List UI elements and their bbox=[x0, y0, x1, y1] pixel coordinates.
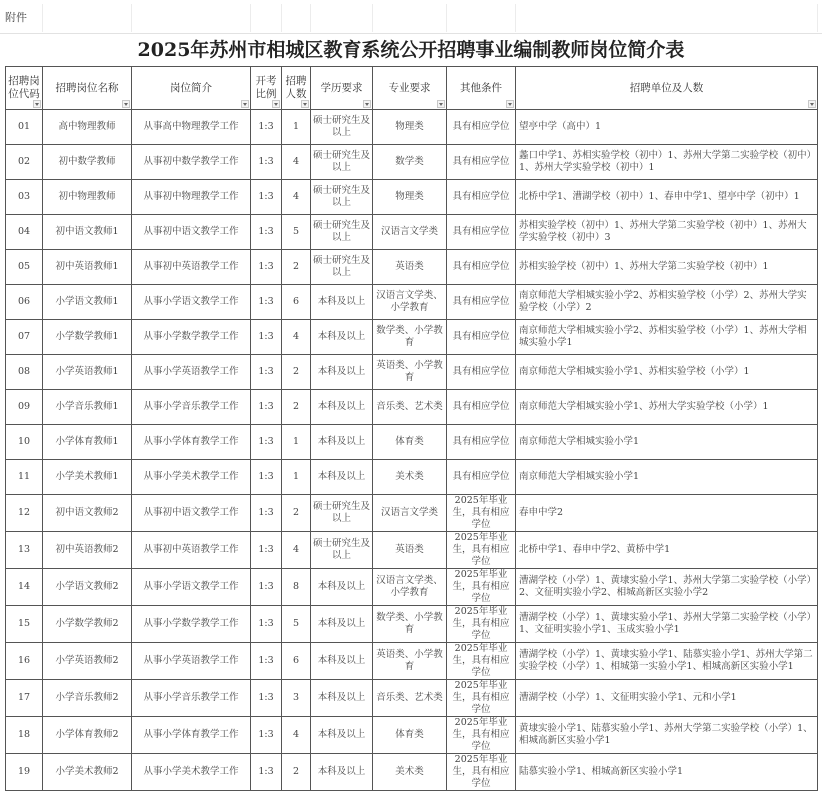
cell-name[interactable]: 小学语文教师1 bbox=[43, 285, 132, 320]
cell-name[interactable]: 小学英语教师1 bbox=[43, 355, 132, 390]
cell-education[interactable]: 本科及以上 bbox=[311, 569, 373, 606]
table-row bbox=[6, 355, 818, 390]
cell-education[interactable]: 本科及以上 bbox=[311, 285, 373, 320]
cell-count[interactable]: 3 bbox=[282, 680, 311, 717]
cell-divider bbox=[131, 4, 132, 32]
cell-other[interactable]: 具有相应学位 bbox=[447, 320, 516, 355]
cell-major[interactable]: 英语类、小学教育 bbox=[373, 643, 447, 680]
cell-intro[interactable]: 从事初中语文教学工作 bbox=[132, 495, 251, 532]
cell-major[interactable]: 数学类、小学教育 bbox=[373, 320, 447, 355]
column-header-label: 专业要求 bbox=[388, 81, 431, 94]
table-row bbox=[6, 250, 818, 285]
cell-name[interactable]: 小学音乐教师1 bbox=[43, 390, 132, 425]
cell-code[interactable]: 19 bbox=[6, 754, 43, 791]
cell-major[interactable]: 美术类 bbox=[373, 460, 447, 495]
cell-major[interactable]: 数学类 bbox=[373, 145, 447, 180]
cell-education[interactable]: 本科及以上 bbox=[311, 606, 373, 643]
cell-intro[interactable]: 从事小学美术教学工作 bbox=[132, 460, 251, 495]
cell-ratio[interactable]: 1:3 bbox=[251, 215, 282, 250]
cell-count[interactable]: 4 bbox=[282, 180, 311, 215]
cell-intro[interactable]: 从事小学语文教学工作 bbox=[132, 569, 251, 606]
cell-divider bbox=[250, 4, 251, 32]
cell-name[interactable]: 初中语文教师2 bbox=[43, 495, 132, 532]
cell-education[interactable]: 硕士研究生及以上 bbox=[311, 215, 373, 250]
cell-ratio[interactable]: 1:3 bbox=[251, 320, 282, 355]
cell-other[interactable]: 具有相应学位 bbox=[447, 145, 516, 180]
cell-name[interactable]: 小学语文教师2 bbox=[43, 569, 132, 606]
column-header-code[interactable] bbox=[6, 67, 43, 110]
cell-units[interactable]: 南京师范大学相城实验小学1 bbox=[516, 425, 818, 460]
table-row bbox=[6, 180, 818, 215]
cell-major[interactable]: 体育类 bbox=[373, 425, 447, 460]
cell-name[interactable]: 初中语文教师1 bbox=[43, 215, 132, 250]
cell-education[interactable]: 硕士研究生及以上 bbox=[311, 110, 373, 145]
cell-name[interactable]: 小学数学教师1 bbox=[43, 320, 132, 355]
cell-units[interactable]: 南京师范大学相城实验小学2、苏相实验学校（小学）2、苏州大学实验学校（小学）2 bbox=[516, 285, 818, 320]
cell-other[interactable]: 2025年毕业生，具有相应学位 bbox=[447, 606, 516, 643]
cell-count[interactable]: 6 bbox=[282, 643, 311, 680]
cell-intro[interactable]: 从事小学数学教学工作 bbox=[132, 320, 251, 355]
cell-count[interactable]: 5 bbox=[282, 215, 311, 250]
cell-name[interactable]: 初中物理教师 bbox=[43, 180, 132, 215]
cell-name[interactable]: 高中物理教师 bbox=[43, 110, 132, 145]
cell-other[interactable]: 2025年毕业生，具有相应学位 bbox=[447, 495, 516, 532]
cell-count[interactable]: 2 bbox=[282, 754, 311, 791]
cell-units[interactable]: 南京师范大学相城实验小学2、苏相实验学校（小学）1、苏州大学相城实验小学1 bbox=[516, 320, 818, 355]
cell-ratio[interactable]: 1:3 bbox=[251, 569, 282, 606]
cell-education[interactable]: 本科及以上 bbox=[311, 754, 373, 791]
column-header-count[interactable] bbox=[282, 67, 311, 110]
cell-intro[interactable]: 从事小学语文教学工作 bbox=[132, 285, 251, 320]
cell-other[interactable]: 具有相应学位 bbox=[447, 425, 516, 460]
cell-intro[interactable]: 从事初中英语教学工作 bbox=[132, 250, 251, 285]
cell-major[interactable]: 汉语言文学类 bbox=[373, 215, 447, 250]
cell-ratio[interactable]: 1:3 bbox=[251, 285, 282, 320]
positions-table bbox=[5, 66, 818, 791]
cell-other[interactable]: 2025年毕业生，具有相应学位 bbox=[447, 680, 516, 717]
column-header-label: 招聘人数 bbox=[285, 75, 307, 100]
cell-major[interactable]: 汉语言文学类、小学教育 bbox=[373, 569, 447, 606]
cell-code[interactable]: 09 bbox=[6, 390, 43, 425]
cell-units[interactable]: 南京师范大学相城实验小学1 bbox=[516, 460, 818, 495]
cell-intro[interactable]: 从事小学英语教学工作 bbox=[132, 643, 251, 680]
cell-ratio[interactable]: 1:3 bbox=[251, 606, 282, 643]
cell-units[interactable]: 望亭中学（高中）1 bbox=[516, 110, 818, 145]
filter-dropdown-icon[interactable] bbox=[301, 100, 309, 108]
cell-count[interactable]: 2 bbox=[282, 390, 311, 425]
cell-other[interactable]: 2025年毕业生，具有相应学位 bbox=[447, 643, 516, 680]
cell-count[interactable]: 1 bbox=[282, 425, 311, 460]
cell-other[interactable]: 具有相应学位 bbox=[447, 390, 516, 425]
cell-units[interactable]: 漕湖学校（小学）1、黄埭实验小学1、陆慕实验小学1、苏州大学第二实验学校（小学）1、相城第一实验小学1、相城高新区实验小学1 bbox=[516, 643, 818, 680]
cell-code[interactable]: 15 bbox=[6, 606, 43, 643]
cell-ratio[interactable]: 1:3 bbox=[251, 495, 282, 532]
cell-count[interactable]: 4 bbox=[282, 145, 311, 180]
cell-name[interactable]: 小学美术教师1 bbox=[43, 460, 132, 495]
cell-major[interactable]: 美术类 bbox=[373, 754, 447, 791]
column-header-units[interactable] bbox=[516, 67, 818, 110]
cell-code[interactable]: 13 bbox=[6, 532, 43, 569]
cell-education[interactable]: 本科及以上 bbox=[311, 717, 373, 754]
cell-count[interactable]: 1 bbox=[282, 460, 311, 495]
column-header-label: 学历要求 bbox=[320, 81, 363, 94]
cell-divider bbox=[515, 4, 516, 32]
cell-count[interactable]: 4 bbox=[282, 717, 311, 754]
attachment-row bbox=[0, 0, 822, 34]
cell-units[interactable]: 北桥中学1、春申中学2、黄桥中学1 bbox=[516, 532, 818, 569]
cell-units[interactable]: 蠡口中学1、苏相实验学校（初中）1、苏州大学第二实验学校（初中）1、苏州大学实验学校（初中）1 bbox=[516, 145, 818, 180]
table-row bbox=[6, 145, 818, 180]
cell-divider bbox=[42, 4, 43, 32]
cell-name[interactable]: 初中数学教师 bbox=[43, 145, 132, 180]
cell-major[interactable]: 数学类、小学教育 bbox=[373, 606, 447, 643]
column-header-other[interactable] bbox=[447, 67, 516, 110]
column-header-name[interactable] bbox=[43, 67, 132, 110]
column-header-label: 开考比例 bbox=[255, 75, 277, 100]
cell-major[interactable]: 英语类 bbox=[373, 532, 447, 569]
column-header-label: 招聘单位及人数 bbox=[629, 81, 704, 94]
cell-intro[interactable]: 从事初中数学教学工作 bbox=[132, 145, 251, 180]
table-row bbox=[6, 717, 818, 754]
cell-education[interactable]: 硕士研究生及以上 bbox=[311, 532, 373, 569]
cell-education[interactable]: 本科及以上 bbox=[311, 680, 373, 717]
cell-education[interactable]: 本科及以上 bbox=[311, 355, 373, 390]
cell-name[interactable]: 小学美术教师2 bbox=[43, 754, 132, 791]
cell-ratio[interactable]: 1:3 bbox=[251, 717, 282, 754]
cell-code[interactable]: 18 bbox=[6, 717, 43, 754]
cell-intro[interactable]: 从事小学体育教学工作 bbox=[132, 717, 251, 754]
cell-units[interactable]: 苏相实验学校（初中）1、苏州大学第二实验学校（初中）1、苏州大学实验学校（初中）3 bbox=[516, 215, 818, 250]
table-row bbox=[6, 460, 818, 495]
table-body bbox=[6, 110, 818, 791]
table-row bbox=[6, 425, 818, 460]
cell-divider bbox=[446, 4, 447, 32]
cell-divider bbox=[310, 4, 311, 32]
cell-count[interactable]: 6 bbox=[282, 285, 311, 320]
cell-units[interactable]: 陆慕实验小学1、相城高新区实验小学1 bbox=[516, 754, 818, 791]
cell-education[interactable]: 硕士研究生及以上 bbox=[311, 145, 373, 180]
cell-education[interactable]: 本科及以上 bbox=[311, 425, 373, 460]
cell-code[interactable]: 01 bbox=[6, 110, 43, 145]
cell-major[interactable]: 音乐类、艺术类 bbox=[373, 680, 447, 717]
column-header-ratio[interactable] bbox=[251, 67, 282, 110]
cell-other[interactable]: 具有相应学位 bbox=[447, 355, 516, 390]
cell-count[interactable]: 8 bbox=[282, 569, 311, 606]
cell-major[interactable]: 汉语言文学类、小学教育 bbox=[373, 285, 447, 320]
cell-code[interactable]: 16 bbox=[6, 643, 43, 680]
header-row bbox=[6, 67, 818, 110]
table-row bbox=[6, 320, 818, 355]
cell-major[interactable]: 物理类 bbox=[373, 180, 447, 215]
cell-other[interactable]: 具有相应学位 bbox=[447, 285, 516, 320]
filter-dropdown-icon[interactable] bbox=[808, 100, 816, 108]
cell-major[interactable]: 体育类 bbox=[373, 717, 447, 754]
cell-name[interactable]: 小学数学教师2 bbox=[43, 606, 132, 643]
cell-intro[interactable]: 从事小学英语教学工作 bbox=[132, 355, 251, 390]
cell-units[interactable]: 北桥中学1、漕湖学校（初中）1、春申中学1、望亭中学（初中）1 bbox=[516, 180, 818, 215]
cell-name[interactable]: 初中英语教师2 bbox=[43, 532, 132, 569]
table-row bbox=[6, 110, 818, 145]
cell-divider bbox=[372, 4, 373, 32]
cell-other[interactable]: 2025年毕业生，具有相应学位 bbox=[447, 532, 516, 569]
cell-intro[interactable]: 从事初中英语教学工作 bbox=[132, 532, 251, 569]
cell-code[interactable]: 04 bbox=[6, 215, 43, 250]
cell-intro[interactable]: 从事小学音乐教学工作 bbox=[132, 390, 251, 425]
cell-education[interactable]: 硕士研究生及以上 bbox=[311, 180, 373, 215]
cell-code[interactable]: 10 bbox=[6, 425, 43, 460]
filter-dropdown-icon[interactable] bbox=[272, 100, 280, 108]
cell-intro[interactable]: 从事小学数学教学工作 bbox=[132, 606, 251, 643]
column-header-major[interactable] bbox=[373, 67, 447, 110]
cell-units[interactable]: 南京师范大学相城实验小学1、苏州大学实验学校（小学）1 bbox=[516, 390, 818, 425]
cell-other[interactable]: 具有相应学位 bbox=[447, 215, 516, 250]
cell-ratio[interactable]: 1:3 bbox=[251, 110, 282, 145]
cell-code[interactable]: 06 bbox=[6, 285, 43, 320]
column-header-label: 招聘岗位名称 bbox=[55, 81, 119, 94]
column-header-label: 招聘岗位代码 bbox=[8, 75, 40, 100]
cell-count[interactable]: 2 bbox=[282, 250, 311, 285]
cell-ratio[interactable]: 1:3 bbox=[251, 460, 282, 495]
cell-education[interactable]: 本科及以上 bbox=[311, 460, 373, 495]
cell-major[interactable]: 物理类 bbox=[373, 110, 447, 145]
cell-major[interactable]: 英语类、小学教育 bbox=[373, 355, 447, 390]
cell-count[interactable]: 2 bbox=[282, 355, 311, 390]
cell-education[interactable]: 本科及以上 bbox=[311, 320, 373, 355]
cell-name[interactable]: 初中英语教师1 bbox=[43, 250, 132, 285]
table-row bbox=[6, 754, 818, 791]
page-title: 2025年苏州市相城区教育系统公开招聘事业编制教师岗位简介表 bbox=[137, 39, 685, 61]
cell-ratio[interactable]: 1:3 bbox=[251, 390, 282, 425]
cell-code[interactable]: 07 bbox=[6, 320, 43, 355]
cell-code[interactable]: 08 bbox=[6, 355, 43, 390]
cell-ratio[interactable]: 1:3 bbox=[251, 355, 282, 390]
table-row bbox=[6, 569, 818, 606]
cell-units[interactable]: 春申中学2 bbox=[516, 495, 818, 532]
cell-other[interactable]: 具有相应学位 bbox=[447, 250, 516, 285]
cell-name[interactable]: 小学音乐教师2 bbox=[43, 680, 132, 717]
filter-dropdown-icon[interactable] bbox=[122, 100, 130, 108]
cell-other[interactable]: 具有相应学位 bbox=[447, 180, 516, 215]
cell-major[interactable]: 汉语言文学类 bbox=[373, 495, 447, 532]
cell-code[interactable]: 17 bbox=[6, 680, 43, 717]
column-header-label: 岗位简介 bbox=[170, 81, 212, 94]
cell-education[interactable]: 本科及以上 bbox=[311, 643, 373, 680]
cell-intro[interactable]: 从事初中语文教学工作 bbox=[132, 215, 251, 250]
cell-count[interactable]: 2 bbox=[282, 495, 311, 532]
cell-units[interactable]: 漕湖学校（小学）1、文征明实验小学1、元和小学1 bbox=[516, 680, 818, 717]
cell-ratio[interactable]: 1:3 bbox=[251, 145, 282, 180]
cell-ratio[interactable]: 1:3 bbox=[251, 425, 282, 460]
filter-dropdown-icon[interactable] bbox=[363, 100, 371, 108]
column-header-education[interactable] bbox=[311, 67, 373, 110]
cell-name[interactable]: 小学体育教师1 bbox=[43, 425, 132, 460]
table-row bbox=[6, 532, 818, 569]
table-row bbox=[6, 285, 818, 320]
table-row bbox=[6, 390, 818, 425]
cell-code[interactable]: 14 bbox=[6, 569, 43, 606]
table-row bbox=[6, 495, 818, 532]
cell-divider bbox=[281, 4, 282, 32]
cell-other[interactable]: 具有相应学位 bbox=[447, 110, 516, 145]
attachment-label: 附件 bbox=[5, 11, 27, 24]
cell-education[interactable]: 硕士研究生及以上 bbox=[311, 495, 373, 532]
cell-code[interactable]: 05 bbox=[6, 250, 43, 285]
cell-ratio[interactable]: 1:3 bbox=[251, 643, 282, 680]
cell-count[interactable]: 1 bbox=[282, 110, 311, 145]
cell-units[interactable]: 黄埭实验小学1、陆慕实验小学1、苏州大学第二实验学校（小学）1、相城高新区实验小学1 bbox=[516, 717, 818, 754]
filter-dropdown-icon[interactable] bbox=[33, 100, 41, 108]
filter-dropdown-icon[interactable] bbox=[506, 100, 514, 108]
table-row bbox=[6, 215, 818, 250]
filter-dropdown-icon[interactable] bbox=[437, 100, 445, 108]
column-header-label: 其他条件 bbox=[460, 81, 502, 94]
table-row bbox=[6, 643, 818, 680]
cell-intro[interactable]: 从事小学体育教学工作 bbox=[132, 425, 251, 460]
cell-count[interactable]: 4 bbox=[282, 532, 311, 569]
cell-intro[interactable]: 从事初中物理教学工作 bbox=[132, 180, 251, 215]
cell-ratio[interactable]: 1:3 bbox=[251, 180, 282, 215]
cell-name[interactable]: 小学英语教师2 bbox=[43, 643, 132, 680]
cell-other[interactable]: 2025年毕业生，具有相应学位 bbox=[447, 754, 516, 791]
cell-major[interactable]: 英语类 bbox=[373, 250, 447, 285]
cell-intro[interactable]: 从事小学美术教学工作 bbox=[132, 754, 251, 791]
cell-other[interactable]: 2025年毕业生，具有相应学位 bbox=[447, 569, 516, 606]
cell-units[interactable]: 南京师范大学相城实验小学1、苏相实验学校（小学）1 bbox=[516, 355, 818, 390]
cell-other[interactable]: 具有相应学位 bbox=[447, 460, 516, 495]
cell-code[interactable]: 03 bbox=[6, 180, 43, 215]
table-row bbox=[6, 680, 818, 717]
cell-code[interactable]: 02 bbox=[6, 145, 43, 180]
cell-units[interactable]: 漕湖学校（小学）1、黄埭实验小学1、苏州大学第二实验学校（小学）2、文征明实验小学2、相城高新区实验小学2 bbox=[516, 569, 818, 606]
cell-name[interactable]: 小学体育教师2 bbox=[43, 717, 132, 754]
filter-dropdown-icon[interactable] bbox=[241, 100, 249, 108]
column-header-intro[interactable] bbox=[132, 67, 251, 110]
cell-code[interactable]: 12 bbox=[6, 495, 43, 532]
cell-units[interactable]: 漕湖学校（小学）1、黄埭实验小学1、苏州大学第二实验学校（小学）1、文征明实验小学1、玉成实验小学1 bbox=[516, 606, 818, 643]
table-row bbox=[6, 606, 818, 643]
cell-ratio[interactable]: 1:3 bbox=[251, 250, 282, 285]
cell-education[interactable]: 硕士研究生及以上 bbox=[311, 250, 373, 285]
cell-divider bbox=[817, 4, 818, 32]
cell-intro[interactable]: 从事小学音乐教学工作 bbox=[132, 680, 251, 717]
cell-other[interactable]: 2025年毕业生，具有相应学位 bbox=[447, 717, 516, 754]
cell-count[interactable]: 4 bbox=[282, 320, 311, 355]
cell-count[interactable]: 5 bbox=[282, 606, 311, 643]
cell-ratio[interactable]: 1:3 bbox=[251, 532, 282, 569]
cell-intro[interactable]: 从事高中物理教学工作 bbox=[132, 110, 251, 145]
cell-units[interactable]: 苏相实验学校（初中）1、苏州大学第二实验学校（初中）1 bbox=[516, 250, 818, 285]
cell-education[interactable]: 本科及以上 bbox=[311, 390, 373, 425]
cell-major[interactable]: 音乐类、艺术类 bbox=[373, 390, 447, 425]
cell-ratio[interactable]: 1:3 bbox=[251, 680, 282, 717]
cell-ratio[interactable]: 1:3 bbox=[251, 754, 282, 791]
cell-code[interactable]: 11 bbox=[6, 460, 43, 495]
